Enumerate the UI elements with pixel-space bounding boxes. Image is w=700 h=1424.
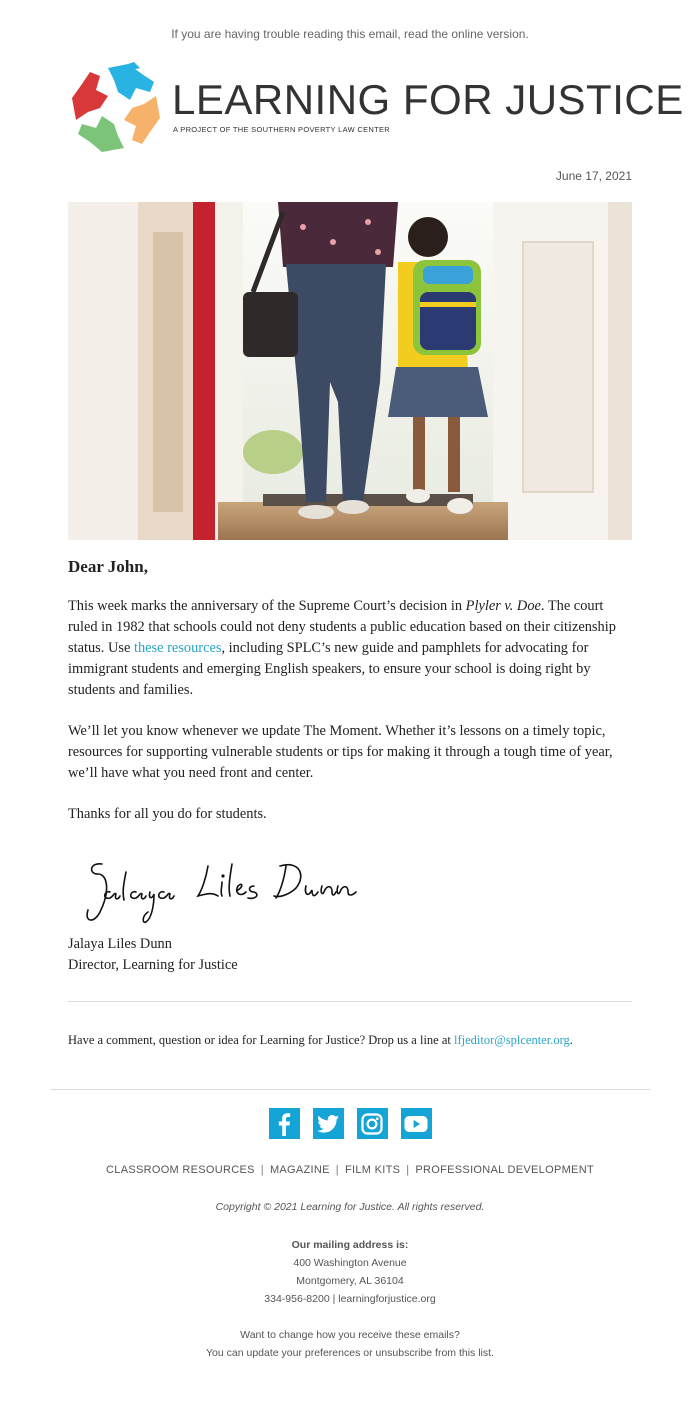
these-resources-link[interactable]: these resources	[133, 640, 222, 656]
phone-number: 334-956-8200	[264, 1293, 330, 1305]
paragraph-2: We’ll let you know whenever we update The Moment. Whether it’s lessons on a timely topic, resources for supporting vulnerable students or tips for making it through a tough time of year, we’ll have what you need front and center.	[68, 723, 613, 781]
address-line-1: 400 Washington Avenue	[293, 1257, 407, 1269]
signer-block	[68, 934, 238, 976]
footer-nav	[0, 1164, 700, 1176]
youtube-icon[interactable]	[401, 1108, 432, 1139]
email-date: June 17, 2021	[555, 169, 632, 183]
brand-title: LEARNING FOR JUSTICE	[172, 76, 684, 123]
address-line-2: Montgomery, AL 36104	[296, 1275, 404, 1287]
contact-line: Have a comment, question or idea for Learning for Justice? Drop us a line at lfjeditor@splcenter.org.	[68, 1033, 573, 1047]
paragraph-1: This week marks the anniversary of the Supreme Court’s decision in Plyler v. Doe. The court ruled in 1982 that schools could not deny students a public education based on their citizenship status. Use these resources, including SPLC’s new guide and pamphlets for advocating for immigrant students and emerging English speakers, to ensure your school is doing right by students and families.	[68, 598, 616, 698]
email-preferences	[0, 1326, 700, 1362]
signer-title: Director, Learning for Justice	[68, 957, 238, 973]
hero-image	[68, 202, 632, 540]
mailing-address	[0, 1236, 700, 1308]
online-version-link[interactable]: If you are having trouble reading this email, read the online version.	[171, 27, 529, 41]
footer-divider	[50, 1089, 650, 1090]
case-name: Plyler v. Doe	[465, 598, 541, 614]
signer-name: Jalaya Liles Dunn	[68, 936, 172, 952]
brand-logo[interactable]	[70, 62, 684, 154]
hands-logo-icon	[70, 62, 162, 154]
prefs-options: You can update your preferences or unsubscribe from this list.	[206, 1347, 494, 1359]
letter-body	[68, 557, 634, 845]
nav-classroom-resources[interactable]: CLASSROOM RESOURCES	[106, 1164, 255, 1176]
nav-magazine[interactable]: MAGAZINE	[269, 1164, 330, 1176]
paragraph-3: Thanks for all you do for students.	[68, 806, 267, 822]
update-preferences-link[interactable]: update your preferences	[246, 1347, 361, 1359]
unsubscribe-link[interactable]: unsubscribe from this list	[375, 1347, 492, 1359]
divider	[68, 1001, 632, 1002]
brand-subtitle: A PROJECT OF THE SOUTHERN POVERTY LAW CENTER	[173, 125, 390, 134]
instagram-icon[interactable]	[357, 1108, 388, 1139]
phone-website-line: 334-956-8200 | learningforjustice.org	[264, 1293, 436, 1305]
prefs-question: Want to change how you receive these emails?	[240, 1329, 460, 1341]
greeting: Dear John,	[68, 557, 148, 576]
copyright: Copyright © 2021 Learning for Justice. All rights reserved.	[215, 1201, 485, 1213]
website-link[interactable]: learningforjustice.org	[338, 1293, 436, 1305]
preheader[interactable]	[0, 27, 700, 41]
editor-email-link[interactable]: lfjeditor@splcenter.org	[453, 1033, 570, 1047]
twitter-icon[interactable]	[313, 1108, 344, 1139]
social-icons	[0, 1108, 700, 1139]
nav-separator: |	[260, 1164, 264, 1176]
facebook-icon[interactable]	[269, 1108, 300, 1139]
signature-image	[80, 852, 370, 932]
nav-separator: |	[335, 1164, 339, 1176]
nav-film-kits[interactable]: FILM KITS	[344, 1164, 401, 1176]
address-heading: Our mailing address is:	[291, 1239, 409, 1251]
nav-separator: |	[406, 1164, 410, 1176]
nav-professional-development[interactable]: PROFESSIONAL DEVELOPMENT	[415, 1164, 594, 1176]
